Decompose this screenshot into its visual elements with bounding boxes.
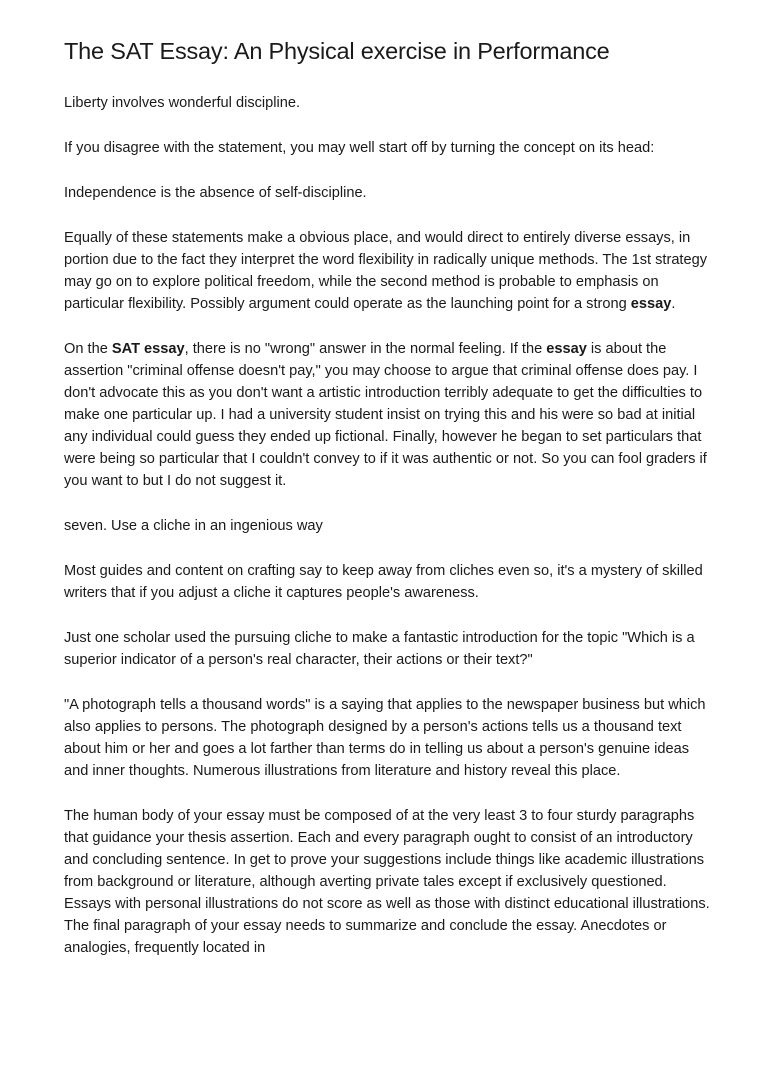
paragraph-5-c: , there is no "wrong" answer in the normal feeling. If the [184, 341, 547, 357]
paragraph-3: Independence is the absence of self-discipline. [64, 185, 367, 201]
document-title: The SAT Essay: An Physical exercise in Performance [64, 38, 610, 64]
paragraph-5-bold-sat-essay: SAT essay [111, 341, 185, 357]
paragraph-4-text: Equally of these statements make a obvious place, and would direct to entirely diverse essays, in portion due to the fact they interpret the word flexibility in radically unique methods. The 1st strategy may go on to explore political freedom, while the second method is probable to emphasis on particular flexibility. Possibly argument could operate as the launching point for a strong [64, 230, 708, 312]
paragraph-2: If you disagree with the statement, you may well start off by turning the concept on its head: [64, 140, 655, 156]
paragraph-5 [64, 338, 710, 492]
paragraph-5-d: is about the assertion "criminal offense doesn't pay," you may choose to argue that criminal offense does pay. I don't advocate this as you don't want a artistic introduction terribly adequate to get the difficulties to make one particular up. I had a university student insist on trying this and his were so bad at initial any individual could guess they ended up fictional. Finally, however he began to set particulars that were being so particular that I couldn't convey to if it was authentic or not. So you can fool graders if you want to but I do not suggest it. [64, 341, 707, 489]
paragraph-8: Just one scholar used the pursuing cliche to make a fantastic introduction for the topic "Which is a superior indicator of a person's real character, their actions or their text?" [64, 630, 695, 668]
paragraph-4-end: . [671, 296, 676, 312]
paragraph-4-bold-essay: essay [630, 296, 672, 312]
paragraph-1: Liberty involves wonderful discipline. [64, 95, 301, 111]
paragraph-4 [64, 227, 710, 315]
paragraph-10: The human body of your essay must be composed of at the very least 3 to four sturdy paragraphs that guidance your thesis assertion. Each and every paragraph ought to consist of an introductory and concluding sentence. In get to prove your suggestions include things like academic illustrations from background or literature, although averting private tales except if exclusively questioned. Essays with personal illustrations do not score as well as those with distinct educational illustrations. The final paragraph of your essay needs to summarize and conclude the essay. Anecdotes or analogies, frequently located in [64, 808, 710, 956]
paragraph-6: seven. Use a cliche in an ingenious way [64, 518, 323, 534]
paragraph-9: "A photograph tells a thousand words" is a saying that applies to the newspaper business but which also applies to persons. The photograph designed by a person's actions tells us a thousand text about him or her and goes a lot farther than terms do in telling us about a person's genuine ideas and inner thoughts. Numerous illustrations from literature and history reveal this place. [64, 697, 706, 779]
paragraph-5-a: On the [64, 341, 112, 357]
paragraph-5-bold-essay: essay [546, 341, 587, 357]
paragraph-7: Most guides and content on crafting say to keep away from cliches even so, it's a mystery of skilled writers that if you adjust a cliche it captures people's awareness. [64, 563, 703, 601]
